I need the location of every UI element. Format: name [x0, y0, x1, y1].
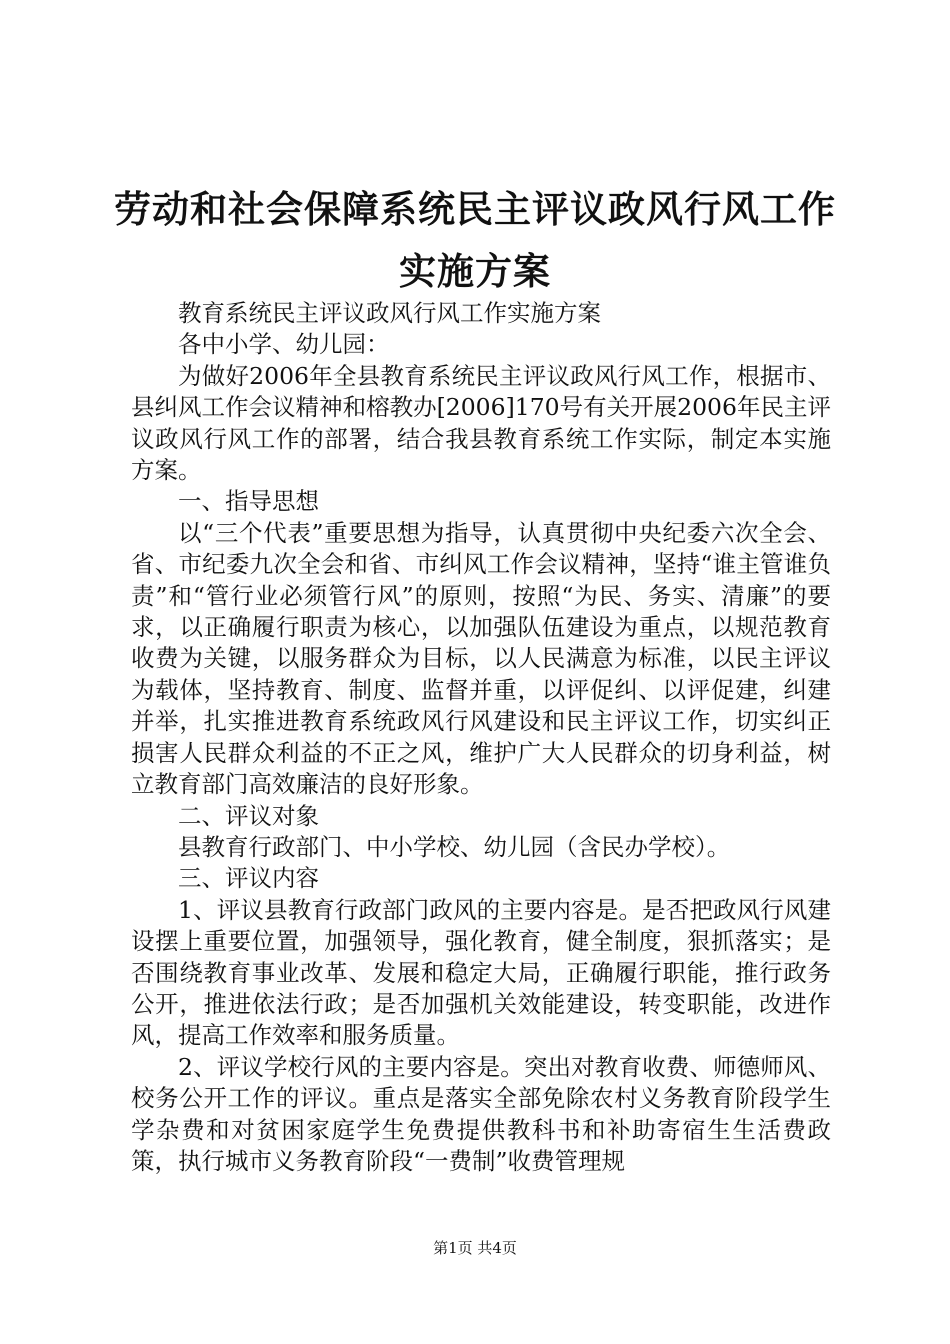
- section-heading-guiding-thought: 一、指导思想: [178, 487, 319, 516]
- document-body: [131, 298, 831, 1177]
- section-heading-review-targets: 二、评议对象: [178, 801, 319, 830]
- review-content-item-1: 1、评议县教育行政部门政风的主要内容是。是否把政风行风建设摆上重要位置，加强领导，强化教育，健全制度，狠抓落实；是否围绕教育事业改革、发展和稳定大局，正确履行职能，推行政务公开，推进依法行政；是否加强机关效能建设，转变职能，改进作风，提高工作效率和服务质量。: [131, 895, 831, 1050]
- review-targets-paragraph: 县教育行政部门、中小学校、幼儿园（含民办学校）。: [178, 832, 731, 861]
- page-number-footer: 第1页 共4页: [433, 1239, 517, 1257]
- guiding-thought-paragraph: 以“三个代表”重要思想为指导，认真贯彻中央纪委六次全会、省、市纪委九次全会和省、市纠风工作会议精神，坚持“谁主管谁负责”和“管行业必须管行风”的原则，按照“为民、务实、清廉”的要求，以正确履行职责为核心，以加强队伍建设为重点，以规范教育收费为关键，以服务群众为目标，以人民满意为标准，以民主评议为载体，坚持教育、制度、监督并重，以评促纠、以评促建，纠建并举，扎实推进教育系统政风行风建设和民主评议工作，切实纠正损害人民群众利益的不正之风，维护广大人民群众的切身利益，树立教育部门高效廉洁的良好形象。: [131, 518, 831, 799]
- subtitle-paragraph: 教育系统民主评议政风行风工作实施方案: [178, 299, 601, 327]
- review-content-item-2: 2、评议学校行风的主要内容是。突出对教育收费、师德师风、校务公开工作的评议。重点是落实全部免除农村义务教育阶段学生学杂费和对贫困家庭学生免费提供教科书和补助寄宿生生活费政策，执行城市义务教育阶段“一费制”收费管理规: [131, 1052, 831, 1175]
- section-heading-review-content: 三、评议内容: [178, 864, 319, 893]
- intro-paragraph: 为做好2006年全县教育系统民主评议政风行风工作，根据市、县纠风工作会议精神和榕教办[2006]170号有关开展2006年民主评议政风行风工作的部署，结合我县教育系统工作实际，制定本实施方案。: [131, 361, 831, 485]
- document-title: 劳动和社会保障系统民主评议政风行风工作实施方案: [114, 187, 836, 293]
- salutation-paragraph: 各中小学、幼儿园：: [178, 330, 390, 359]
